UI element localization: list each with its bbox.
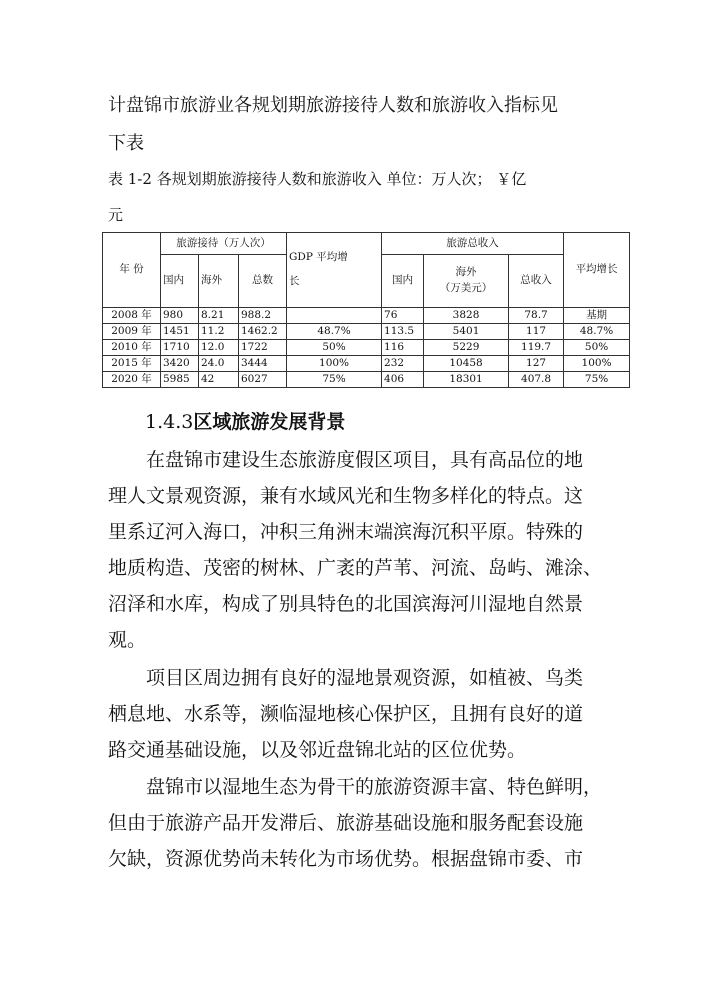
cell-overseas: 11.2 (199, 324, 239, 340)
table-caption: 表 1-2 各规划期旅游接待人数和旅游收入 单位：万人次； ￥亿 (108, 170, 527, 188)
cell-rev-domestic: 232 (382, 356, 424, 372)
paragraph-line: 欠缺，资源优势尚未转化为市场优势。根据盘锦市委、市 (108, 848, 584, 870)
cell-rev-total: 127 (509, 356, 564, 372)
table-header-row (103, 233, 630, 255)
cell-rev-overseas: 5229 (424, 340, 509, 356)
cell-rev-total: 78.7 (509, 308, 564, 324)
paragraph-line: 沼泽和水库，构成了别具特色的北国滨海河川湿地自然景 (108, 593, 584, 615)
cell-rev-total: 117 (509, 324, 564, 340)
cell-year: 2008 年 (103, 308, 161, 324)
cell-total: 988.2 (239, 308, 287, 324)
header-gdp-line-1: GDP 平均增 (289, 251, 348, 264)
cell-rev-domestic: 76 (382, 308, 424, 324)
paragraph-1 (108, 442, 603, 658)
paragraph-line: 里系辽河入海口，冲积三角洲末端滨海沉积平原。特殊的 (108, 521, 584, 543)
subheader-rev-domestic: 国内 (382, 255, 424, 308)
cell-rev-domestic: 116 (382, 340, 424, 356)
cell-total: 1722 (239, 340, 287, 356)
paragraph-line: 观。 (108, 629, 147, 651)
table-caption-continued: 元 (108, 206, 124, 224)
tourism-indicators-table (102, 232, 630, 388)
cell-gdp: 75% (287, 372, 382, 388)
cell-total: 3444 (239, 356, 287, 372)
paragraph-line: 栖息地、水系等，濒临湿地核心保护区，且拥有良好的道 (108, 703, 584, 725)
cell-year: 2015 年 (103, 356, 161, 372)
paragraph-line: 在盘锦市建设生态旅游度假区项目，具有高品位的地 (146, 449, 584, 471)
paragraph-line: 盘锦市以湿地生态为骨干的旅游资源丰富、特色鲜明， (146, 776, 603, 798)
cell-year: 2009 年 (103, 324, 161, 340)
subheader-domestic: 国内 (161, 255, 199, 308)
cell-gdp: 50% (287, 340, 382, 356)
cell-rev-overseas: 5401 (424, 324, 509, 340)
paragraph-3 (108, 769, 603, 877)
cell-overseas: 12.0 (199, 340, 239, 356)
cell-growth: 50% (564, 340, 630, 356)
header-gdp (287, 233, 382, 308)
subheader-total: 总数 (239, 255, 287, 308)
table-row (103, 308, 630, 324)
subheader-rev-overseas-line-2: （万美元） (439, 282, 493, 294)
paragraph-line: 项目区周边拥有良好的湿地景观资源，如植被、鸟类 (146, 667, 584, 689)
cell-rev-total: 119.7 (509, 340, 564, 356)
cell-overseas: 42 (199, 372, 239, 388)
table-row (103, 356, 630, 372)
cell-gdp: 100% (287, 356, 382, 372)
cell-total: 6027 (239, 372, 287, 388)
intro-line-1: 计盘锦市旅游业各规划期旅游接待人数和旅游收入指标见 (108, 95, 558, 116)
cell-gdp (287, 308, 382, 324)
cell-domestic: 980 (161, 308, 199, 324)
header-avg-growth: 平均增长 (564, 233, 630, 308)
cell-rev-overseas: 3828 (424, 308, 509, 324)
cell-year: 2020 年 (103, 372, 161, 388)
cell-growth: 基期 (564, 308, 630, 324)
cell-rev-total: 407.8 (509, 372, 564, 388)
subheader-rev-overseas (424, 255, 509, 308)
cell-domestic: 5985 (161, 372, 199, 388)
table-row (103, 324, 630, 340)
paragraph-line: 地质构造、茂密的树林、广袤的芦苇、河流、岛屿、滩涂、 (108, 557, 603, 579)
section-heading (145, 407, 345, 434)
header-gdp-line-2: 长 (289, 275, 300, 287)
paragraph-line: 路交通基础设施，以及邻近盘锦北站的区位优势。 (108, 739, 527, 761)
table-row (103, 340, 630, 356)
cell-growth: 100% (564, 356, 630, 372)
cell-total: 1462.2 (239, 324, 287, 340)
cell-rev-overseas: 18301 (424, 372, 509, 388)
cell-rev-domestic: 113.5 (382, 324, 424, 340)
cell-domestic: 1451 (161, 324, 199, 340)
section-title: 区域旅游发展背景 (193, 411, 346, 433)
intro-line-2: 下表 (108, 133, 144, 154)
header-year: 年 份 (103, 233, 161, 308)
cell-growth: 48.7% (564, 324, 630, 340)
cell-rev-domestic: 406 (382, 372, 424, 388)
cell-domestic: 1710 (161, 340, 199, 356)
cell-rev-overseas: 10458 (424, 356, 509, 372)
paragraph-line: 理人文景观资源，兼有水域风光和生物多样化的特点。这 (108, 485, 584, 507)
header-visitors: 旅游接待（万人次） (161, 233, 287, 255)
cell-growth: 75% (564, 372, 630, 388)
cell-overseas: 24.0 (199, 356, 239, 372)
subheader-rev-total: 总收入 (509, 255, 564, 308)
paragraph-line: 但由于旅游产品开发滞后、旅游基础设施和服务配套设施 (108, 812, 584, 834)
header-revenue: 旅游总收入 (382, 233, 564, 255)
subheader-overseas: 海外 (199, 255, 239, 308)
cell-year: 2010 年 (103, 340, 161, 356)
subheader-rev-overseas-line-1: 海外 (455, 266, 477, 279)
section-number: 1.4.3 (145, 411, 194, 433)
paragraph-2 (108, 660, 598, 768)
cell-overseas: 8.21 (199, 308, 239, 324)
cell-gdp: 48.7% (287, 324, 382, 340)
table-row (103, 372, 630, 388)
cell-domestic: 3420 (161, 356, 199, 372)
